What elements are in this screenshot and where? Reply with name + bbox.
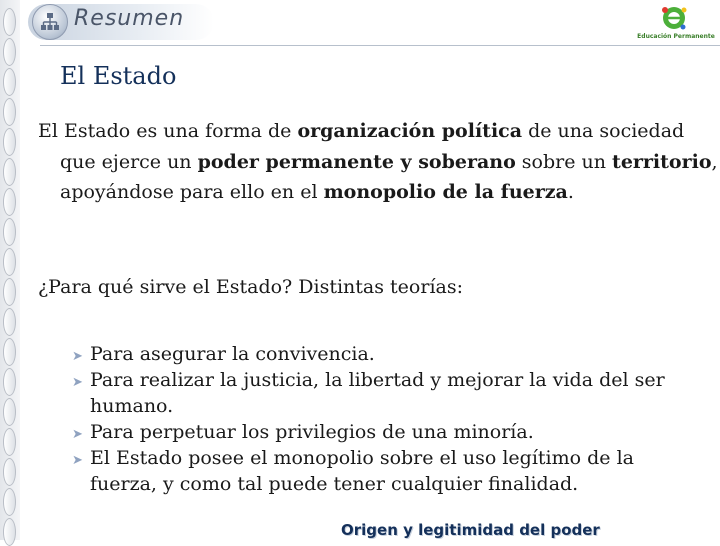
emphasis-text: territorio — [612, 150, 712, 173]
paragraph-text: . — [567, 181, 574, 203]
spiral-ring — [3, 98, 16, 126]
list-item — [72, 419, 692, 445]
list-item-text: El Estado posee el monopolio sobre el uso legítimo de la fuerza, y como tal puede tener cualquier finalidad. — [90, 447, 634, 495]
paragraph-text: El Estado es una forma de — [38, 120, 298, 142]
header-title: Resumen — [74, 6, 185, 31]
list-item-text: Para asegurar la convivencia. — [90, 343, 375, 365]
arrow-bullet-icon: ➤ — [72, 349, 83, 364]
list-item — [72, 445, 692, 497]
emphasis-text: organización política — [297, 120, 523, 142]
question-text: ¿Para qué sirve el Estado? Distintas teorías: — [38, 276, 463, 298]
spiral-ring — [3, 398, 16, 426]
arrow-bullet-icon: ➤ — [72, 453, 83, 468]
spiral-ring — [3, 518, 16, 546]
footer-caption: Origen y legitimidad del poder — [341, 521, 600, 539]
spiral-ring — [3, 488, 16, 516]
spiral-ring — [3, 8, 16, 36]
spiral-ring — [3, 158, 16, 186]
arrow-bullet-icon: ➤ — [72, 375, 83, 390]
spiral-ring — [3, 128, 16, 156]
arrow-bullet-icon: ➤ — [72, 427, 83, 442]
paragraph-text: de una sociedad que ejerce un — [60, 120, 685, 173]
spiral-ring — [3, 458, 16, 486]
spiral-ring — [3, 218, 16, 246]
list-item-text: Para realizar la justicia, la libertad y mejorar la vida del ser humano. — [90, 369, 665, 417]
emphasis-text: poder permanente y soberano — [197, 150, 516, 173]
spiral-ring — [3, 38, 16, 66]
emphasis-text: monopolio de la fuerza — [323, 181, 568, 203]
spiral-ring — [3, 308, 16, 336]
spiral-binding — [0, 0, 20, 540]
definition-paragraph — [38, 116, 720, 208]
slide-title: El Estado — [60, 62, 177, 90]
spiral-ring — [3, 338, 16, 366]
spiral-ring — [3, 368, 16, 396]
logo-emblem-icon — [634, 2, 718, 34]
list-item — [72, 367, 692, 419]
list-item — [72, 341, 692, 367]
org-chart-icon — [32, 4, 68, 40]
logo-text: Educación Permanente — [637, 33, 715, 40]
header-divider — [40, 45, 720, 46]
paragraph-text: sobre un — [515, 150, 613, 173]
spiral-ring — [3, 278, 16, 306]
list-item-text: Para perpetuar los privilegios de una minoría. — [90, 421, 534, 443]
spiral-ring — [3, 188, 16, 216]
theories-list — [72, 341, 692, 497]
spiral-ring — [3, 248, 16, 276]
spiral-ring — [3, 68, 16, 96]
spiral-ring — [3, 428, 16, 456]
educacion-permanente-logo — [634, 2, 718, 44]
paragraph-text: , apoyándose para ello en el — [60, 150, 718, 203]
